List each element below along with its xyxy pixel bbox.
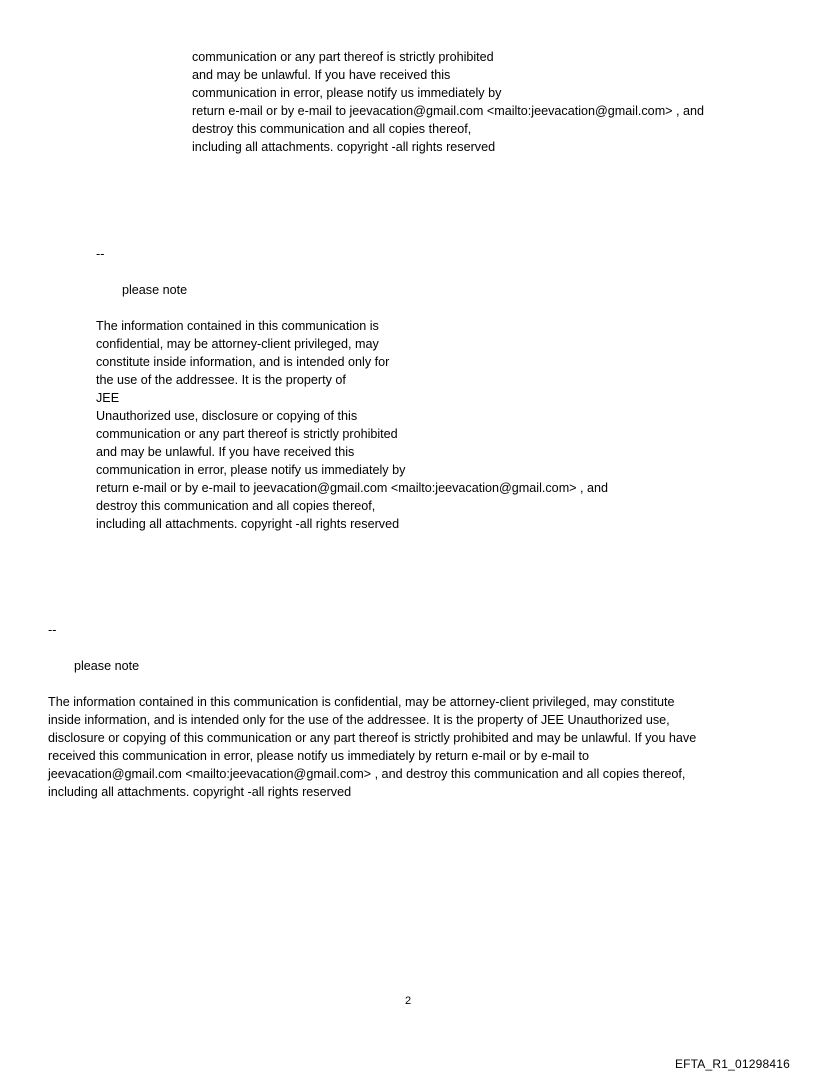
text-line: The information contained in this communication is confidential, may be attorney-client privileged, may constitute (48, 695, 675, 709)
text-line: communication in error, please notify us immediately by (96, 463, 406, 477)
text-line: return e-mail or by e-mail to jeevacation@gmail.com <mailto:jeevacation@gmail.com> , and (192, 104, 705, 118)
text-line: disclosure or copying of this communication or any part thereof is strictly prohibited and may be unlawful. If you have (48, 731, 697, 745)
text-line: the use of the addressee. It is the property of (96, 373, 346, 387)
disclaimer-block-bottom (48, 693, 696, 801)
text-line: The information contained in this communication is (96, 319, 379, 333)
text-line: inside information, and is intended only for the use of the addressee. It is the property of JEE Unauthorized use, (48, 713, 670, 727)
text-line: communication or any part thereof is strictly prohibited (96, 427, 398, 441)
page-number: 2 (404, 995, 412, 1007)
text-line: including all attachments. copyright -all rights reserved (192, 140, 496, 154)
please-note-label: please note (122, 283, 188, 297)
text-line: communication or any part thereof is strictly prohibited (192, 50, 494, 64)
signature-separator: -- (96, 247, 105, 261)
text-line: destroy this communication and all copies thereof, (96, 499, 376, 513)
text-line: return e-mail or by e-mail to jeevacation@gmail.com <mailto:jeevacation@gmail.com> , and (96, 481, 609, 495)
text-line: including all attachments. copyright -all rights reserved (48, 785, 352, 799)
disclaimer-block-top (192, 48, 704, 156)
text-line: and may be unlawful. If you have received this (192, 68, 451, 82)
text-line: confidential, may be attorney-client privileged, may (96, 337, 379, 351)
document-id: EFTA_R1_01298416 (674, 1057, 790, 1071)
signature-separator: -- (48, 623, 57, 637)
text-line: received this communication in error, please notify us immediately by return e-mail or by e-mail to (48, 749, 590, 763)
text-line: jeevacation@gmail.com <mailto:jeevacation@gmail.com> , and destroy this communication and all copies thereof, (48, 767, 686, 781)
text-line: Unauthorized use, disclosure or copying of this (96, 409, 358, 423)
text-line: JEE (96, 391, 120, 405)
please-note-label: please note (74, 659, 140, 673)
text-line: including all attachments. copyright -all rights reserved (96, 517, 400, 531)
text-line: and may be unlawful. If you have received this (96, 445, 355, 459)
text-line: constitute inside information, and is intended only for (96, 355, 390, 369)
text-line: destroy this communication and all copies thereof, (192, 122, 472, 136)
disclaimer-block-middle (96, 317, 608, 533)
text-line: communication in error, please notify us immediately by (192, 86, 502, 100)
